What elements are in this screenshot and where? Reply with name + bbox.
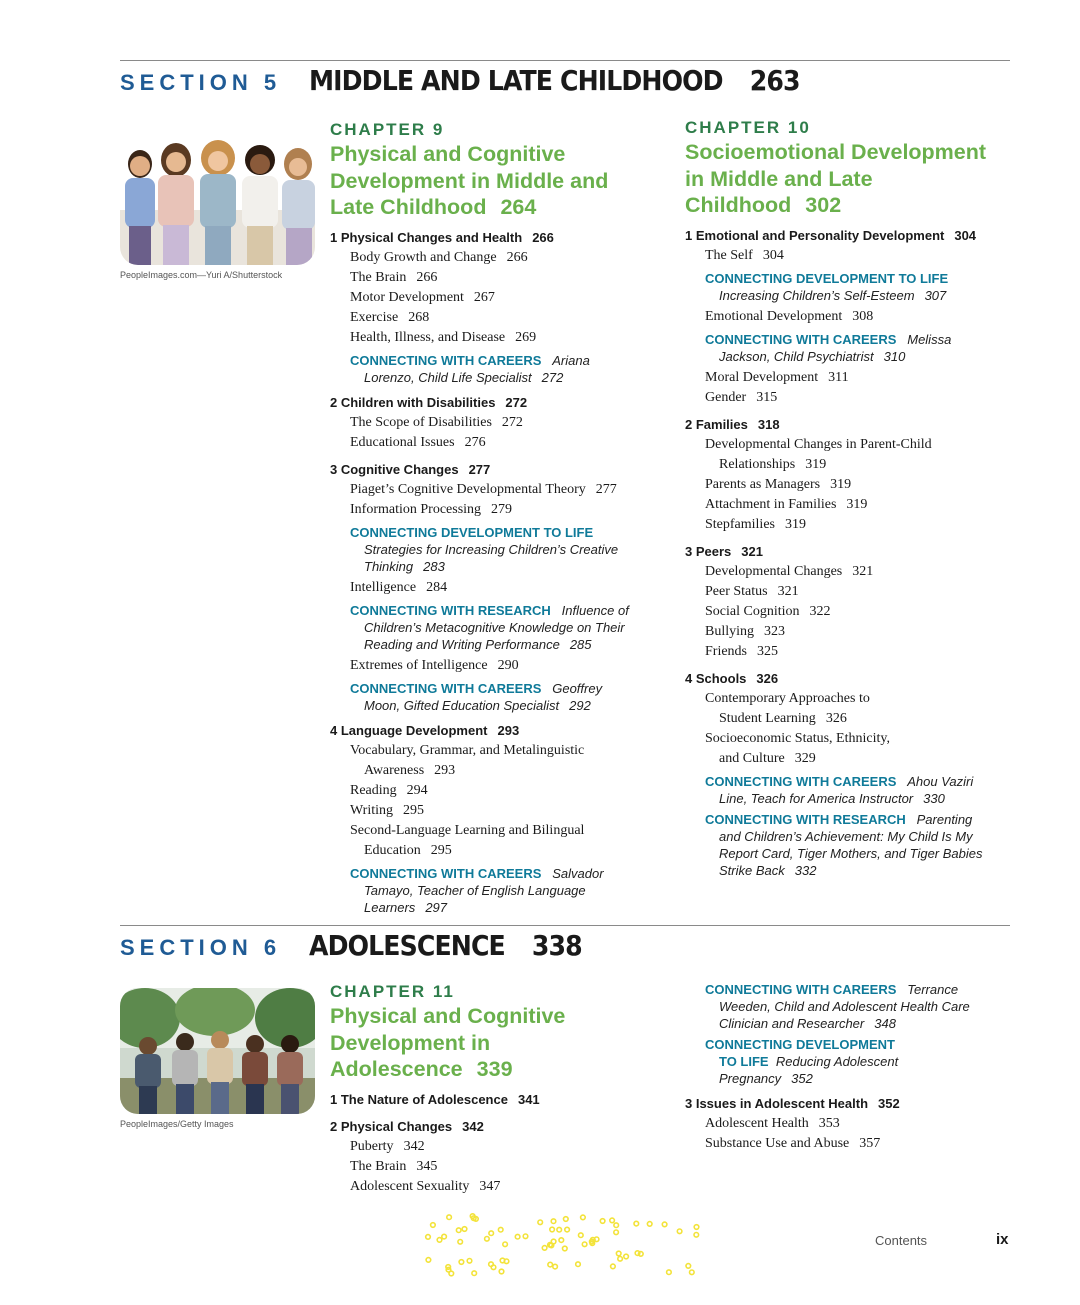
toc-item[interactable]: Attachment in Families 319 [705,496,868,512]
decorative-dot [559,1238,564,1243]
toc-item[interactable]: Piaget’s Cognitive Developmental Theory 277 [350,481,617,497]
decorative-dots-icon [420,1212,715,1278]
chapter-10-title-line: in Middle and Late [685,166,873,191]
decorative-dot [614,1230,619,1235]
chapter-11-column [330,982,660,1197]
decorative-dot [523,1234,528,1239]
toc-item[interactable]: Body Growth and Change 266 [350,249,528,265]
connecting-box[interactable]: CONNECTING WITH CAREERS Geoffrey Moon, Gifted Education Specialist 292 [350,680,603,713]
decorative-dot [489,1262,494,1267]
chapter-10-page: 302 [805,193,842,217]
adolescents-group-photo-icon [120,988,315,1114]
toc-item[interactable]: Vocabulary, Grammar, and Metalinguistic [350,742,585,758]
decorative-dot [553,1264,558,1269]
toc-item[interactable]: Stepfamilies 319 [705,516,806,532]
decorative-dot [437,1238,442,1243]
decorative-dot [565,1227,570,1232]
decorative-dot [624,1254,629,1259]
toc-item-continuation[interactable]: Relationships 319 [719,456,827,472]
toc-item[interactable]: The Scope of Disabilities 272 [350,414,523,430]
decorative-dot [694,1233,699,1238]
section-5-page: 263 [749,64,800,97]
footer-page-number: ix [996,1231,1009,1248]
toc-module[interactable]: 4 Schools 326 [685,670,779,686]
chapter-10-label: CHAPTER 10 [685,118,811,137]
decorative-dot [515,1234,520,1239]
chapter-9-title-line: Physical and Cognitive [330,142,566,166]
toc-item[interactable]: Friends 325 [705,643,778,659]
toc-item[interactable]: Developmental Changes in Parent-Child [705,436,932,452]
decorative-dot [467,1259,472,1264]
chapter-10-title-line: Socioemotional Development [685,140,987,164]
decorative-dot [635,1251,640,1256]
decorative-dot [538,1220,543,1225]
toc-module[interactable]: 2 Families 318 [685,416,780,432]
decorative-dot [564,1217,569,1222]
decorative-dot [686,1264,691,1269]
decorative-dot [459,1260,464,1265]
decorative-dot [485,1237,490,1242]
decorative-dot [498,1227,503,1232]
decorative-dot [618,1257,623,1262]
toc-item[interactable]: Socioeconomic Status, Ethnicity, [705,730,890,746]
section-5-rule [120,60,1010,61]
chapter-9-column [330,120,660,919]
decorative-dot [503,1242,508,1247]
toc-item[interactable]: Reading 294 [350,782,428,798]
toc-item[interactable]: Parents as Managers 319 [705,476,852,492]
decorative-dot [551,1239,556,1244]
connecting-box[interactable]: CONNECTING DEVELOPMENT TO LIFE Increasing Children’s Self-Esteem 307 [705,270,949,303]
decorative-dot [694,1225,699,1230]
toc-item[interactable]: Contemporary Approaches to [705,690,870,706]
toc-item[interactable]: Peer Status 321 [705,583,799,599]
toc-item[interactable]: Health, Illness, and Disease 269 [350,329,537,345]
decorative-dot [456,1228,461,1233]
decorative-dot [563,1246,568,1251]
decorative-dot [667,1270,672,1275]
section-5-title-text: MIDDLE AND LATE CHILDHOOD [309,64,723,97]
toc-item[interactable]: Intelligence 284 [350,579,448,595]
section-6-photo-adolescents [120,988,315,1114]
toc-item[interactable]: Emotional Development 308 [705,308,874,324]
section-6-title-text: ADOLESCENCE [309,929,506,962]
decorative-dot [449,1271,454,1276]
decorative-dot [500,1258,505,1263]
section-5-label: SECTION 5 [120,70,282,95]
decorative-dot [442,1234,447,1239]
connecting-box[interactable]: CONNECTING WITH RESEARCH Influence of Children’s Metacognitive Knowledge on Their Reading and Writing Performance 285 [350,602,629,652]
toc-item-continuation[interactable]: and Culture 329 [719,750,816,766]
section-5-heading [120,64,854,97]
section-5-photo-children [120,140,315,265]
toc-item[interactable]: Extremes of Intelligence 290 [350,657,519,673]
decorative-dot [579,1233,584,1238]
chapter-11-title[interactable] [330,1003,660,1083]
decorative-dot [499,1269,504,1274]
toc-item[interactable]: Second-Language Learning and Bilingual [350,822,585,838]
toc-item[interactable]: Substance Use and Abuse 357 [705,1136,881,1151]
chapter-10-title-line: Childhood [685,193,792,217]
footer-label: Contents [875,1233,928,1248]
toc-item-continuation[interactable]: Education 295 [364,842,452,858]
decorative-dot [550,1227,555,1232]
toc-module[interactable]: 3 Issues in Adolescent Health 352 [685,1096,900,1111]
decorative-dot [489,1231,494,1236]
connecting-box[interactable]: CONNECTING WITH RESEARCH Parenting and Children’s Achievement: My Child Is My Report Card, Tiger Mothers, and Tiger Babies Strike Back 332 [705,811,983,878]
chapter-11-page: 339 [476,1057,513,1081]
decorative-dot [426,1258,431,1263]
decorative-dot [690,1270,695,1275]
toc-item[interactable]: Gender 315 [705,389,778,405]
section-6-title [309,929,582,962]
chapter-11-continued-column [685,977,1010,1154]
section-6-page: 338 [532,929,582,962]
chapter-9-title-line: Late Childhood [330,195,487,219]
decorative-dot [557,1227,562,1232]
decorative-dot [594,1237,599,1242]
toc-item[interactable]: Bullying 323 [705,623,786,639]
toc-item[interactable]: Information Processing 279 [350,501,513,517]
decorative-dot [542,1246,547,1251]
decorative-dot [634,1221,639,1226]
section-5-title [309,64,800,97]
chapter-10-title[interactable] [685,139,1010,219]
connecting-box[interactable]: CONNECTING WITH CAREERS Ahou Vaziri Line, Teach for America Instructor 330 [705,773,974,806]
toc-module[interactable]: 2 Children with Disabilities 272 [330,394,528,410]
toc-item[interactable]: Adolescent Sexuality 347 [350,1178,501,1194]
toc-item[interactable]: Puberty 342 [350,1138,425,1154]
toc-item[interactable]: The Self 304 [705,247,784,263]
chapter-9-title-line: Development in Middle and [330,168,609,193]
connecting-box[interactable]: CONNECTING DEVELOPMENT TO LIFE Strategies for Increasing Children’s Creative Thinking 283 [350,524,619,574]
decorative-dot [548,1262,553,1267]
decorative-dot [458,1240,463,1245]
section-6-rule [120,925,1010,926]
children-group-photo-icon [120,140,315,265]
toc-item-continuation[interactable]: Awareness 293 [364,762,456,778]
connecting-box[interactable]: CONNECTING WITH CAREERS Ariana Lorenzo, Child Life Specialist 272 [350,352,590,385]
decorative-dot [462,1227,467,1232]
section-5-photo-credit: PeopleImages.com—Yuri A/Shutterstock [120,270,283,280]
chapter-11-title-line: Adolescence [330,1057,463,1081]
toc-module[interactable]: 1 The Nature of Adolescence 341 [330,1091,540,1107]
section-6-heading [120,929,612,962]
section-6-photo-credit: PeopleImages/Getty Images [120,1119,234,1129]
decorative-dot [576,1262,581,1267]
toc-item[interactable]: Exercise 268 [350,309,430,325]
toc-item-continuation[interactable]: Student Learning 326 [719,710,847,726]
decorative-dot [611,1264,616,1269]
connecting-box[interactable]: CONNECTING WITH CAREERS Terrance Weeden, Child and Adolescent Health Care Clinician and Researcher 348 [705,982,970,1031]
toc-item[interactable]: Adolescent Health 353 [705,1116,840,1131]
connecting-box[interactable]: CONNECTING DEVELOPMENT TO LIFE Reducing Adolescent Pregnancy 352 [705,1037,899,1086]
decorative-dot [614,1223,619,1228]
toc-module[interactable]: 4 Language Development 293 [330,722,520,738]
chapter-11-label: CHAPTER 11 [330,982,455,1001]
toc-item[interactable]: Educational Issues 276 [350,434,486,450]
toc-item[interactable]: Social Cognition 322 [705,603,831,619]
decorative-dot [426,1235,431,1240]
connecting-box[interactable]: CONNECTING WITH CAREERS Salvador Tamayo, Teacher of English Language Learners 297 [350,865,604,915]
decorative-dot [581,1215,586,1220]
decorative-dot [677,1229,682,1234]
decorative-dot [616,1251,621,1256]
toc-item[interactable]: The Brain 266 [350,269,438,285]
decorative-dot [610,1218,615,1223]
decorative-dot [431,1223,436,1228]
toc-item[interactable]: Motor Development 267 [350,289,495,305]
decorative-dot [647,1222,652,1227]
decorative-dot [600,1219,605,1224]
toc-item[interactable]: Developmental Changes 321 [705,563,874,579]
toc-module[interactable]: 3 Cognitive Changes 277 [330,461,491,477]
toc-module[interactable]: 2 Physical Changes 342 [330,1118,484,1134]
decorative-dot [447,1215,452,1220]
decorative-dot [662,1222,667,1227]
toc-item[interactable]: Moral Development 311 [705,369,849,385]
decorative-dot [582,1242,587,1247]
decorative-dot [551,1219,556,1224]
chapter-11-title-line: Physical and Cognitive [330,1004,566,1028]
chapter-9-title[interactable] [330,141,660,221]
toc-item[interactable]: The Brain 345 [350,1158,438,1174]
section-6-label: SECTION 6 [120,935,282,960]
chapter-9-label: CHAPTER 9 [330,120,445,139]
toc-module[interactable]: 1 Emotional and Personality Development 304 [685,227,977,243]
toc-module[interactable]: 1 Physical Changes and Health 266 [330,229,554,245]
chapter-9-page: 264 [500,195,537,219]
toc-item[interactable]: Writing 295 [350,802,424,818]
chapter-10-column [685,118,1010,882]
connecting-box[interactable]: CONNECTING WITH CAREERS Melissa Jackson, Child Psychiatrist 310 [705,331,952,364]
decorative-dot [472,1271,477,1276]
chapter-11-title-line: Development in [330,1030,491,1055]
toc-module[interactable]: 3 Peers 321 [685,543,763,559]
